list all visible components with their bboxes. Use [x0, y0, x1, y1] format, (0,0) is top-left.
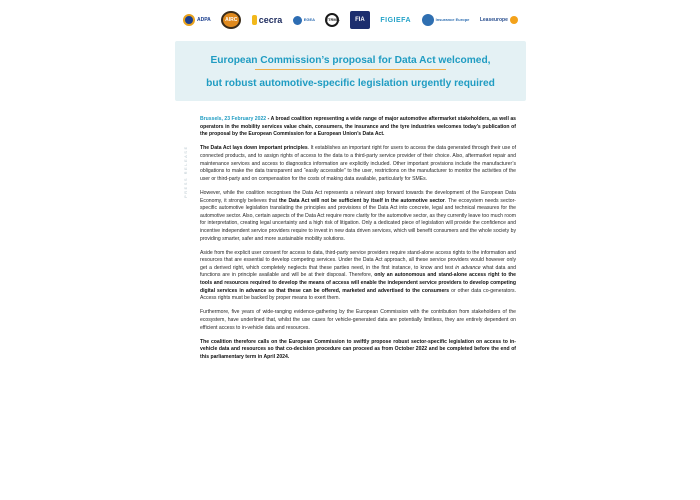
press-release-body [200, 116, 516, 368]
p4-text-3: or other data co-generators. Access rights must be backed by proper means to exert them. [200, 287, 517, 302]
paragraph-4 [200, 250, 516, 303]
adpa-logo: ADPA [183, 14, 211, 26]
p4-text-1: Aside from the explicit user consent for access to data, third-party service providers require stand-alone access rights to the information and resources that are essential to develop competing services. Under the Data Act approach, all these service providers would however only get a derived right, which completely neglects that these parties need, in the first instance, to know and test [200, 249, 516, 271]
partner-logos [183, 8, 518, 32]
paragraph-1 [200, 116, 516, 139]
insurance-europe-logo: Insurance Europe [422, 14, 470, 26]
insurance-europe-logo-icon [422, 14, 434, 26]
paragraph-3 [200, 190, 516, 243]
title-divider [255, 69, 446, 70]
side-label: PRESS RELEASE [183, 145, 188, 198]
aira-logo [221, 11, 241, 29]
cecra-logo: cecra [252, 15, 283, 25]
title-banner [175, 41, 526, 101]
p6-bold: The coalition therefore calls on the European Commission to swiftly propose robust sector-specific legislation on access to in-vehicle data and resources so that co-decision procedure can proceed as from October 2022 and be completed before the end of this parliamentary term in April 2024. [200, 338, 516, 360]
leaseurope-logo-icon [510, 16, 518, 24]
paragraph-5 [200, 309, 516, 332]
dateline: Brussels, 23 February 2022 [200, 116, 267, 122]
p3-text-2: . The ecosystem needs sector-specific automotive legislation translating the principles and provisions of the Data Act into concrete, legal and technical measures for the automotive sector. Also, certain aspects of the Data Act require more clarity for the automotive sector, as they currently leave too much room for interpretation, creating legal uncertainty and a high risk of litigation. Only a dedicated piece of legislation will provide the confidence and incentive independent service providers require to invest in new data driven services, which will benefit consumers and the whole society by providing smarter, safer and more sustainable mobility solutions. [200, 197, 516, 242]
paragraph-2 [200, 145, 516, 183]
etrma-logo [325, 13, 339, 27]
paragraph-6 [200, 339, 516, 362]
p4-text-2: what data and functions are in principle available and will be at their disposal. Therefore, [200, 264, 517, 279]
aira-logo-icon: AIRC [221, 11, 241, 29]
fia-logo-icon: FIA [350, 11, 370, 29]
egea-logo: EGEA [293, 16, 315, 25]
adpa-logo-icon [183, 14, 195, 26]
cecra-logo-icon [252, 15, 257, 25]
egea-logo-icon [293, 16, 302, 25]
leaseurope-logo: Leaseurope [480, 16, 518, 24]
p5-text: Furthermore, five years of wide-ranging evidence-gathering by the European Commission with the contribution from stakeholders of the ecosystem, have underlined that, whilst the use cases for vehicle-generated data are potentially limitless, they are entirely dependent on efficient access to in-vehicle data and resources. [200, 309, 516, 331]
title-line-1: European Commission’s proposal for Data Act welcomed, [210, 55, 491, 66]
lead-text: - A broad coalition representing a wide range of major automotive aftermarket stakeholders, as well as operators in the mobility services value chain, consumers, the insurance and the tyre industries welcomes today’s publication of the proposal by the European Commission for a European Union’s Data Act. [200, 116, 516, 138]
p4-italic: in advance [455, 264, 481, 271]
fia-logo [350, 11, 370, 29]
figiefa-logo: FIGIEFA [380, 16, 412, 24]
p3-bold: the Data Act will not be sufficient by itself in the automotive sector [278, 197, 445, 204]
etrma-logo-icon: ETRMA [325, 13, 339, 27]
title-line-2: but robust automotive-specific legislation urgently required [206, 78, 495, 89]
p2-bold: The Data Act lays down important principles [200, 145, 308, 152]
p2-text: . It establishes an important right for users to access the data generated through their use of connected products, and to assign rights of access to the data to a third-party service provider of their choice. Also, aftermarket repair and maintenance services and access to diagnostics information are explicitly included. Other important provisions include the manufacturer’s obligations to make the data transparent and “easily accessible” to the user, restrictions on the manufacturer to monitor the activities of the user or third-party and on compensation for the costs of making data available, particularly for SMEs. [200, 145, 517, 182]
p3-text-1: However, while the coalition recognises the Data Act represents a relevant step forward towards the development of the European Data Economy, it strongly believes that [200, 189, 516, 204]
p4-bold: only an autonomous and stand-alone access right to the tools and resources required to develop the means of access will enable the independent service providers to develop competing digital services in advance so that these can be offered, marketed and advertised to the consumers [200, 272, 516, 294]
